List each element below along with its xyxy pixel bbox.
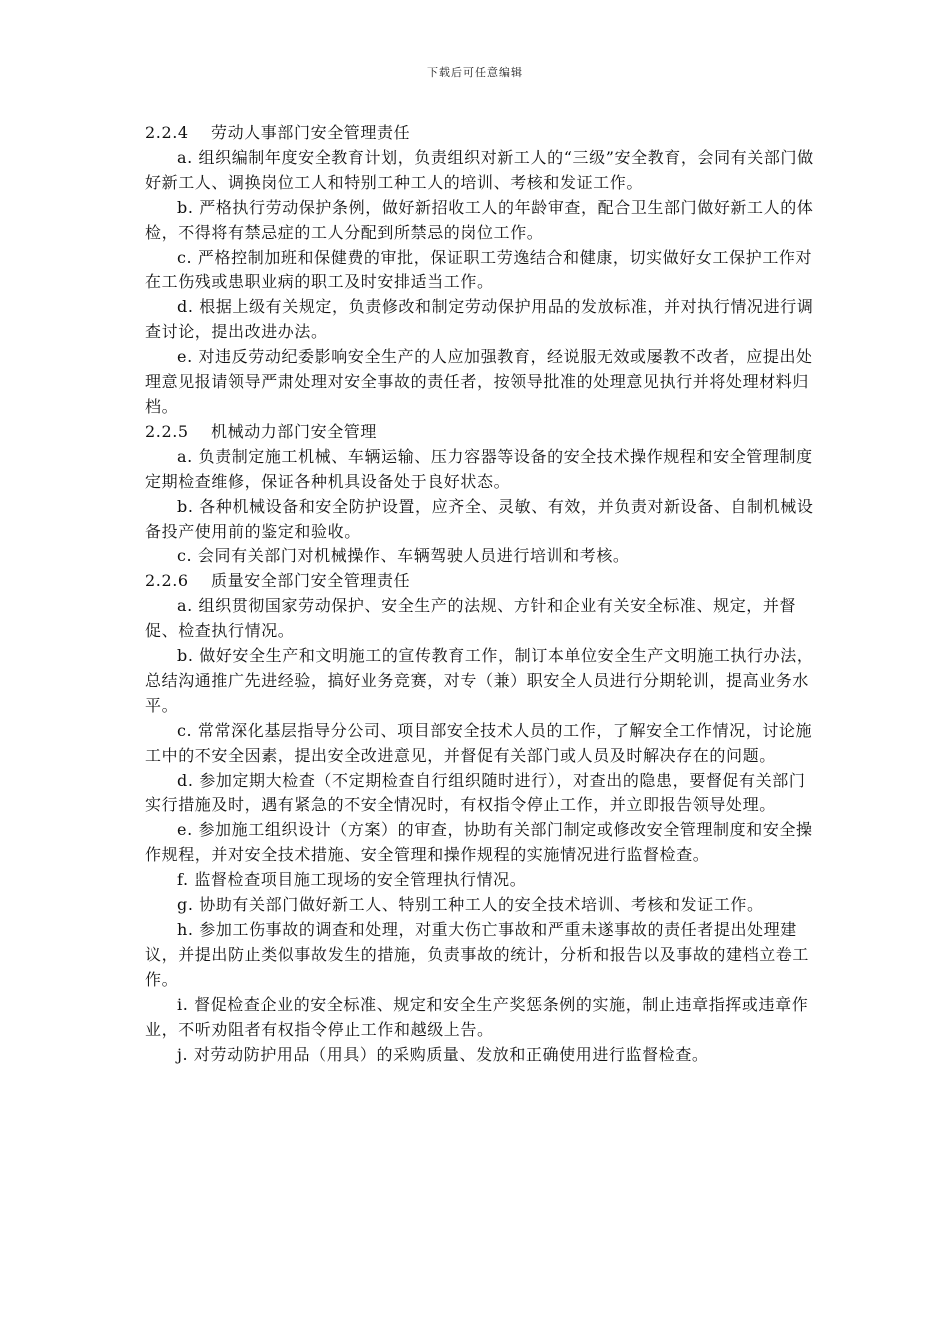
paragraph-item: e. 参加施工组织设计（方案）的审查，协助有关部门制定或修改安全管理制度和安全操作规程，并对安全技术措施、安全管理和操作规程的实施情况进行监督检查。: [145, 820, 813, 865]
section-number: 2.2.5: [145, 421, 189, 441]
page-header-note: 下载后可任意编辑: [427, 66, 523, 79]
section-title: 劳动人事部门安全管理责任: [211, 123, 411, 142]
paragraph-item: b. 严格执行劳动保护条例，做好新招收工人的年龄审查，配合卫生部门做好新工人的体检，不得将有禁忌症的工人分配到所禁忌的岗位工作。: [145, 197, 814, 242]
paragraph-item: e. 对违反劳动纪委影响安全生产的人应加强教育，经说服无效或屡教不改者，应提出处理意见报请领导严肃处理对安全事故的责任者，按领导批准的处理意见执行并将处理材料归档。: [145, 347, 813, 416]
paragraph-item: b. 做好安全生产和文明施工的宣传教育工作，制订本单位安全生产文明施工执行办法，总结沟通推广先进经验，搞好业务竞赛，对专（兼）职安全人员进行分期轮训，提高业务水平。: [145, 646, 814, 715]
section-number: 2.2.6: [145, 571, 189, 591]
section-title: 质量安全部门安全管理责任: [211, 571, 411, 591]
paragraph-item: a. 组织贯彻国家劳动保护、安全生产的法规、方针和企业有关安全标准、规定，并督促、检查执行情况。: [145, 596, 797, 641]
paragraph-item: a. 组织编制年度安全教育计划，负责组织对新工人的“三级”安全教育，会同有关部门做好新工人、调换岗位工人和特别工种工人的培训、考核和发证工作。: [145, 147, 814, 192]
paragraph-item: c. 严格控制加班和保健费的审批，保证职工劳逸结合和健康，切实做好女工保护工作对在工伤残或患职业病的职工及时安排适当工作。: [145, 247, 813, 292]
section-heading-2-2-4: [145, 121, 815, 146]
paragraph-item: c. 会同有关部门对机械操作、车辆驾驶人员进行培训和考核。: [177, 546, 630, 566]
section-number: 2.2.4: [145, 123, 189, 142]
paragraph-item: j. 对劳动防护用品（用具）的采购质量、发放和正确使用进行监督检查。: [177, 1044, 709, 1064]
document-body: [145, 121, 815, 1067]
paragraph-item: i. 督促检查企业的安全标准、规定和安全生产奖惩条例的实施，制止违章指挥或违章作业，不听劝阻者有权指令停止工作和越级上告。: [145, 994, 809, 1039]
paragraph-item: c. 常常深化基层指导分公司、项目部安全技术人员的工作，了解安全工作情况，讨论施工中的不安全因素，提出安全改进意见，并督促有关部门或人员及时解决存在的问题。: [145, 720, 813, 765]
paragraph-item: h. 参加工伤事故的调查和处理，对重大伤亡事故和严重未遂事故的责任者提出处理建议，并提出防止类似事故发生的措施，负责事故的统计，分析和报告以及事故的建档立卷工作。: [145, 920, 810, 989]
paragraph-item: a. 负责制定施工机械、车辆运输、压力容器等设备的安全技术操作规程和安全管理制度定期检查维修，保证各种机具设备处于良好状态。: [145, 446, 813, 491]
paragraph-item: b. 各种机械设备和安全防护设置，应齐全、灵敏、有效，并负责对新设备、自制机械设备投产使用前的鉴定和验收。: [145, 496, 814, 541]
section-heading-2-2-5: [145, 420, 815, 445]
paragraph-item: f. 监督检查项目施工现场的安全管理执行情况。: [177, 870, 527, 890]
section-heading-2-2-6: [145, 569, 815, 594]
paragraph-item: g. 协助有关部门做好新工人、特别工种工人的安全技术培训、考核和发证工作。: [177, 895, 764, 915]
paragraph-item: d. 根据上级有关规定，负责修改和制定劳动保护用品的发放标准，并对执行情况进行调查讨论，提出改进办法。: [145, 297, 814, 342]
paragraph-item: d. 参加定期大检查（不定期检查自行组织随时进行），对查出的隐患，要督促有关部门实行措施及时，遇有紧急的不安全情况时，有权指令停止工作，并立即报告领导处理。: [145, 770, 806, 815]
section-title: 机械动力部门安全管理: [211, 421, 378, 441]
